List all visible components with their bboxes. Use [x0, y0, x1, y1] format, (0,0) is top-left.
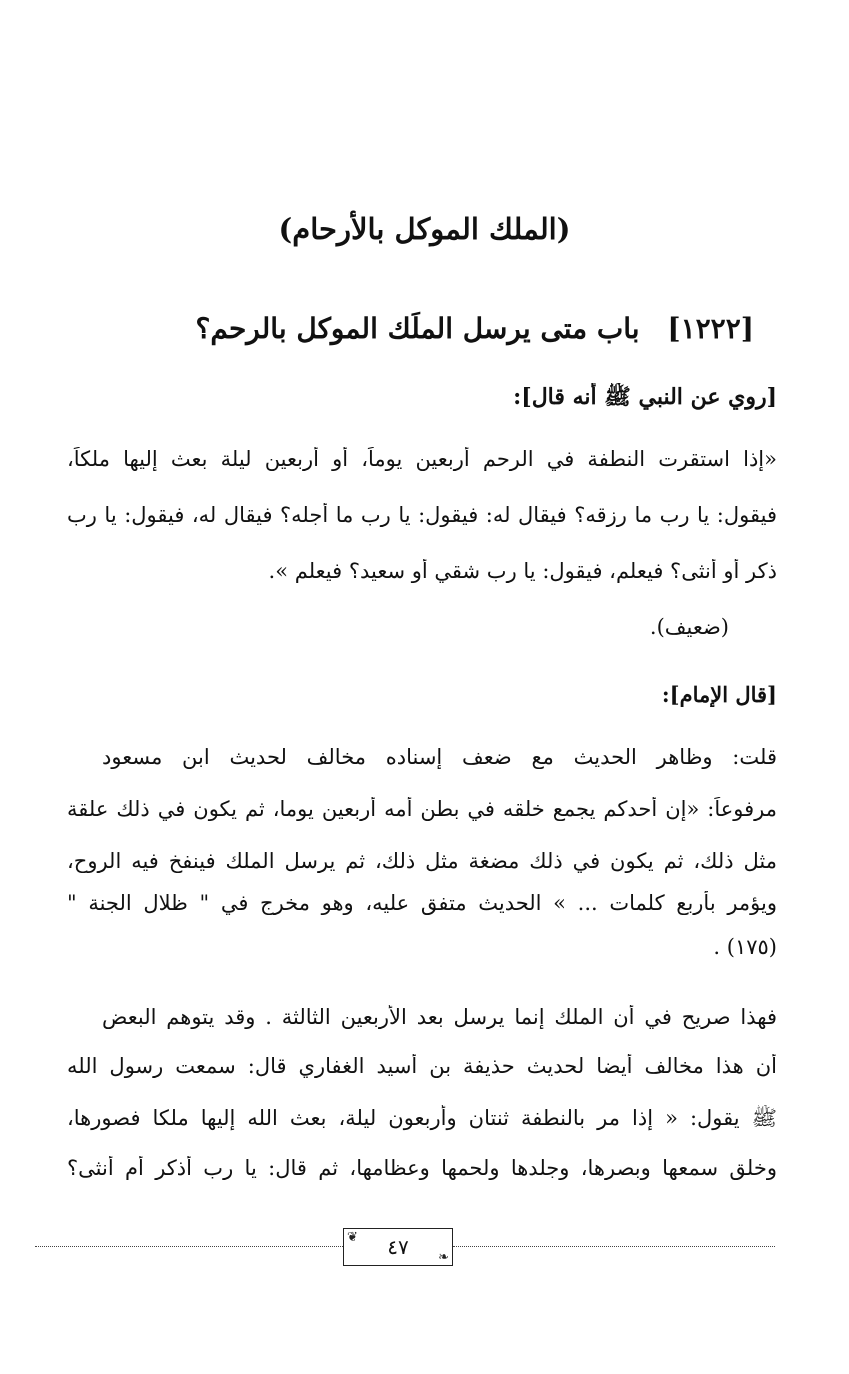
commentary2-line: وخلق سمعها وبصرها، وجلدها ولحمها وعظامها، ثم قال: يا رب أذكر أم أنثى؟: [67, 1156, 777, 1180]
footer-rule-left: [35, 1246, 343, 1247]
commentary-line: مرفوعاً: «إن أحدكم يجمع خلقه في بطن أمه أربعين يوما، ثم يكون في ذلك علقة: [67, 797, 777, 821]
commentary-line: ويؤمر بأربع كلمات ... » الحديث متفق عليه، وهو مخرج في " ظلال الجنة ": [67, 891, 777, 915]
footer-rule-right: [453, 1246, 775, 1247]
commentary2-line: أن هذا مخالف أيضا لحديث حذيفة بن أسيد الغفاري قال: سمعت رسول الله: [67, 1054, 777, 1078]
imam-heading: [قال الإمام]:: [661, 682, 777, 707]
commentary-line: قلت: وظاهر الحديث مع ضعف إسناده مخالف لحديث ابن مسعود: [102, 745, 777, 769]
corner-ornament-icon: ❧: [438, 1250, 449, 1265]
commentary2-line: ﷺ يقول: « إذا مر بالنطفة ثنتان وأربعون ليلة، بعث الله إليها ملكا فصورها،: [67, 1106, 777, 1130]
bab-heading: [196, 312, 755, 345]
riwaya-intro: [روي عن النبي ﷺ أنه قال]:: [513, 384, 777, 410]
hadith-line: فيقول: يا رب ما رزقه؟ فيقال له: فيقول: يا رب ما أجله؟ فيقال له، فيقول: يا رب: [67, 503, 777, 527]
corner-ornament-icon: ❦: [347, 1230, 358, 1245]
chapter-title: (الملك الموكل بالأرحام): [278, 212, 571, 246]
commentary-line: . (١٧٥): [713, 935, 777, 959]
commentary-line: مثل ذلك، ثم يكون في ذلك مضغة مثل ذلك، ثم يرسل الملك فينفخ فيه الروح،: [67, 849, 777, 873]
bab-number: [١٢٢٢]: [667, 312, 754, 345]
hadith-line: ذكر أو أنثى؟ فيعلم، فيقول: يا رب شقي أو سعيد؟ فيعلم ».: [268, 559, 777, 583]
page-number-frame: [343, 1228, 453, 1266]
hadith-line: «إذا استقرت النطفة في الرحم أربعين يوماً، أو أربعين ليلة بعث إليها ملكاً،: [67, 447, 777, 471]
commentary2-line: فهذا صريح في أن الملك إنما يرسل بعد الأربعين الثالثة . وقد يتوهم البعض: [102, 1005, 777, 1029]
page-number: ٤٧: [387, 1235, 409, 1259]
hadith-grade: (ضعيف).: [649, 615, 729, 639]
bab-title: باب متى يرسل الملَك الموكل بالرحم؟: [195, 312, 640, 345]
